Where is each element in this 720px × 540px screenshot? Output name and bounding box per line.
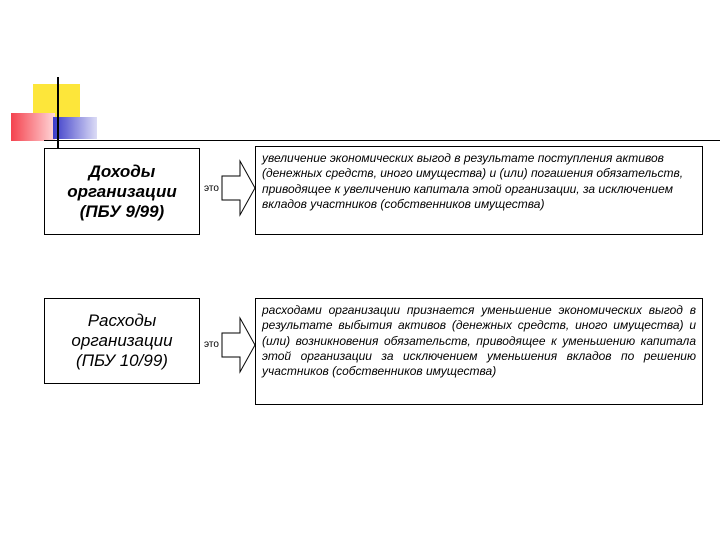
- term-line: (ПБУ 10/99): [76, 351, 168, 370]
- connector-label-income: это: [204, 183, 219, 194]
- definition-box-expenses: расходами организации признается уменьшение экономических выгод в результате выбытия активов (денежных средств, иного имущества) и (или) возникновения обязательств, приводящее к уменьшению капитала этой организации за исключением уменьшения вкладов по решению участников (собственников имущества): [255, 298, 703, 405]
- term-box-income: [44, 148, 200, 235]
- connector-label-expenses: это: [204, 339, 219, 350]
- logo-red-bar: [11, 113, 55, 141]
- term-box-expenses: [44, 298, 200, 384]
- arrow-right-icon: [222, 160, 256, 216]
- header-divider-line: [44, 140, 720, 141]
- term-line: организации: [71, 331, 173, 350]
- definition-box-income: увеличение экономических выгод в результате поступления активов (денежных средств, иного имущества) и (или) погашения обязательств, приводящее к увеличению капитала этой организации, за исключением вкладов участников (собственников имущества): [255, 146, 703, 235]
- logo-blue-bar: [53, 117, 97, 139]
- term-line: Доходы: [88, 161, 156, 181]
- arrow-right-icon: [222, 317, 256, 373]
- term-line: Расходы: [87, 311, 157, 330]
- term-line: организации: [67, 181, 177, 201]
- term-line: (ПБУ 9/99): [79, 201, 165, 221]
